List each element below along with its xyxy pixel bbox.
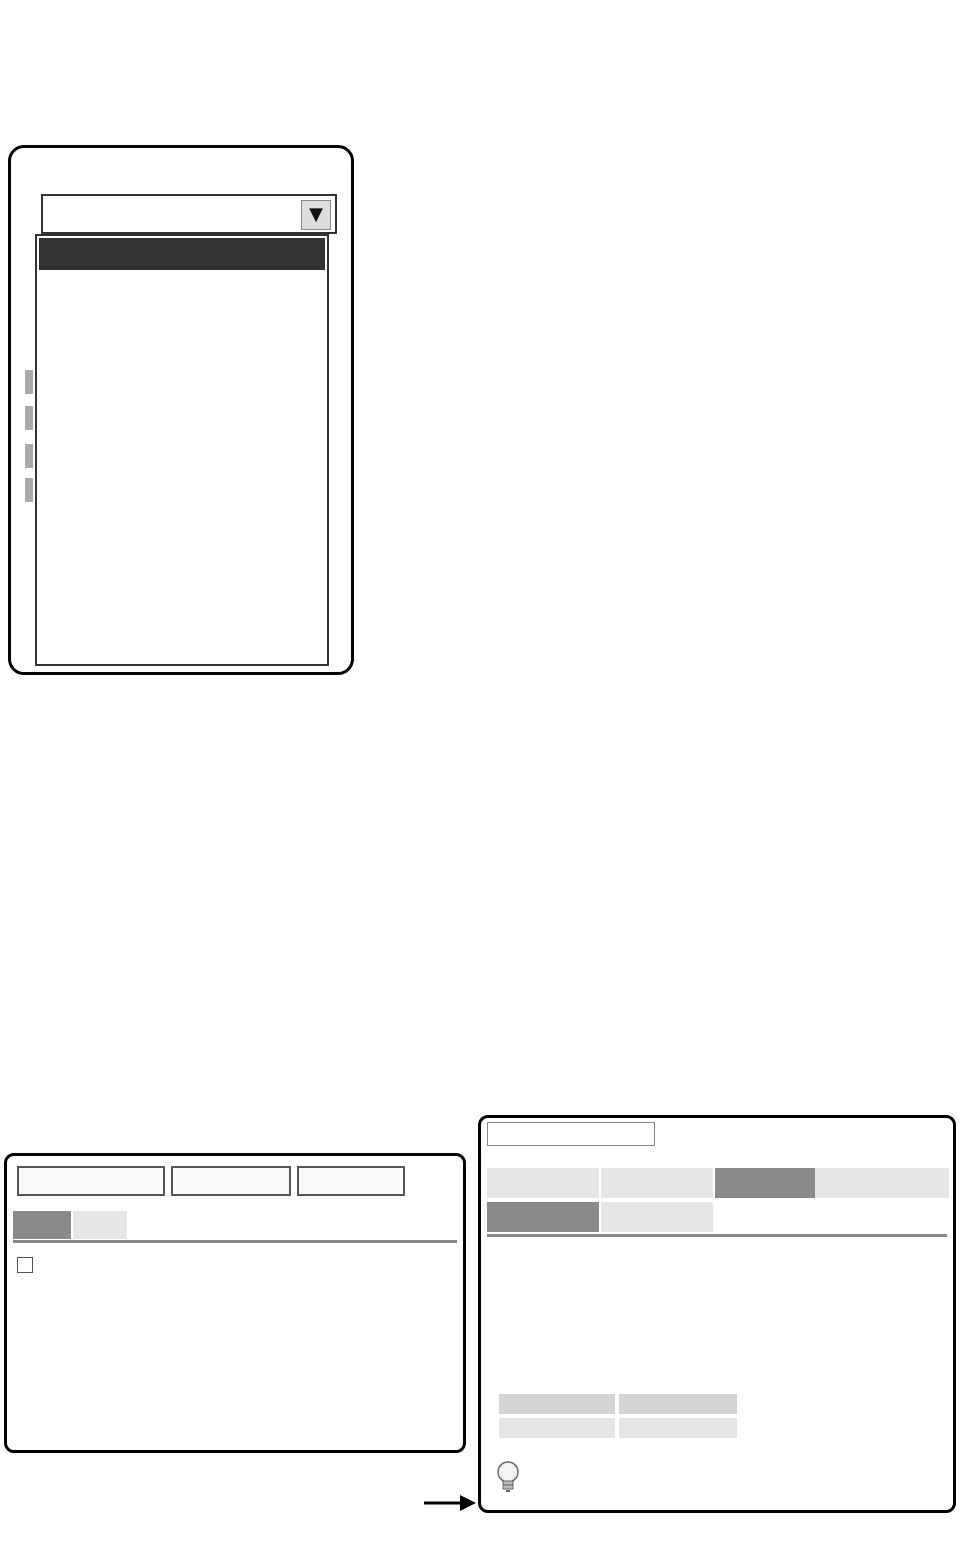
deselect-all-button[interactable] <box>17 1166 165 1196</box>
figure-10-analysis <box>478 1115 956 1513</box>
arrow-right-icon <box>424 1493 476 1513</box>
checkbox-icon[interactable] <box>17 1257 33 1273</box>
tab-filler <box>815 1168 949 1198</box>
tab-correlation[interactable] <box>487 1202 599 1232</box>
tab-underline <box>13 1240 457 1243</box>
variable-select[interactable] <box>41 194 337 234</box>
table-cell <box>499 1394 615 1414</box>
chevron-down-icon[interactable]: ▼ <box>301 200 331 230</box>
background-cell <box>25 478 33 502</box>
tab-tree[interactable] <box>13 1211 71 1239</box>
table-cell <box>619 1394 737 1414</box>
tab-tabulation[interactable] <box>601 1168 713 1198</box>
figure-8-variable-menu <box>8 145 354 675</box>
background-cell <box>25 406 33 430</box>
tab-analysis[interactable] <box>715 1168 815 1198</box>
option-selected-variable[interactable] <box>39 238 325 270</box>
checkbox-all[interactable] <box>17 1256 43 1276</box>
figure-9-choose-categories <box>4 1153 466 1453</box>
background-cell <box>25 444 33 468</box>
tab-underline <box>487 1234 947 1237</box>
tab-description[interactable] <box>487 1168 599 1198</box>
table-cell <box>619 1418 737 1438</box>
lightbulb-icon <box>495 1460 521 1494</box>
add-to-correlation-button[interactable] <box>487 1122 655 1146</box>
variable-options-list[interactable] <box>35 234 329 666</box>
table-cell <box>499 1418 615 1438</box>
update-button[interactable] <box>297 1166 405 1196</box>
background-cell <box>25 370 33 394</box>
select-all-button[interactable] <box>171 1166 291 1196</box>
tab-list[interactable] <box>73 1211 127 1239</box>
tab-regression[interactable] <box>601 1202 713 1232</box>
